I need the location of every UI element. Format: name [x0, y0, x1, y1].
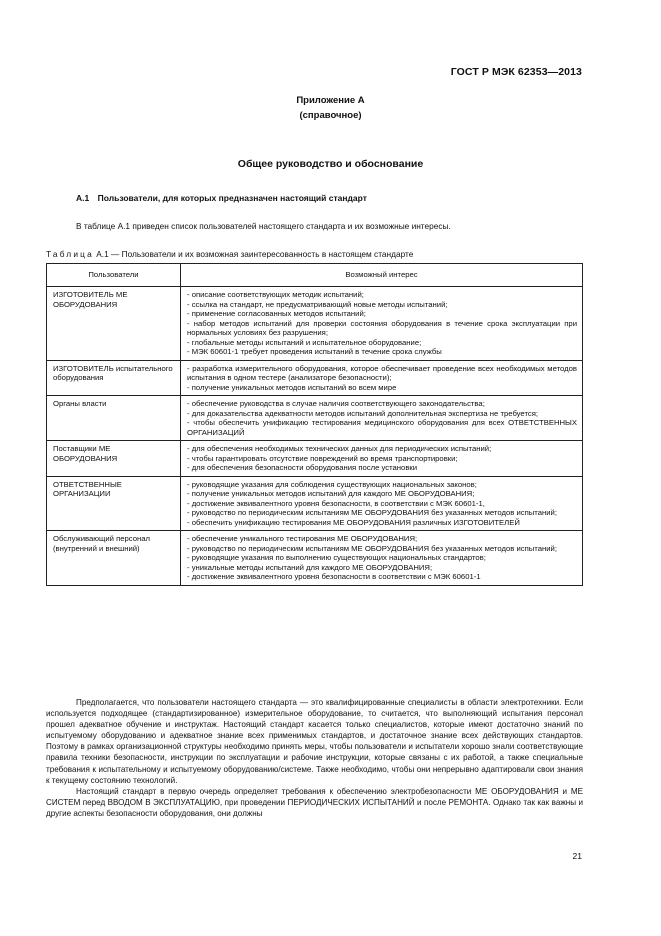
interest-item: - для обеспечения необходимых технических данных для периодических испытаний; — [187, 444, 492, 453]
interest-cell — [181, 441, 583, 477]
user-cell: ИЗГОТОВИТЕЛЬ испытательного оборудования — [47, 360, 181, 396]
interest-item: - чтобы гарантировать отсутствие повреждений во время транспортировки; — [187, 453, 458, 463]
annex-title: Приложение А — [296, 95, 365, 106]
interest-cell — [181, 287, 583, 361]
annex-subtitle: (справочное) — [299, 110, 362, 121]
interest-item: - глобальные методы испытаний и испытательное оборудование; — [187, 337, 422, 347]
interest-item: - применение согласованных методов испытаний; — [187, 309, 366, 318]
interest-cell — [181, 476, 583, 531]
interest-item: - руководящие указания для соблюдения существующих национальных законов; — [187, 479, 477, 489]
interest-item: - обеспечить унификацию тестирования МЕ ОБОРУДОВАНИЯ различных ИЗГОТОВИТЕЛЕЙ — [187, 517, 520, 527]
section-heading — [76, 193, 367, 203]
user-cell: Органы власти — [47, 396, 181, 441]
interest-item: - для обеспечения безопасности оборудования после установки — [187, 463, 418, 472]
interest-item: - достижение эквивалентного уровня безопасности, в соответствии с МЭК 60601-1, — [187, 498, 485, 508]
user-cell: ИЗГОТОВИТЕЛЬ МЕ ОБОРУДОВАНИЯ — [47, 287, 181, 361]
interest-item: - МЭК 60601-1 требует проведения испытаний в течение срока службы — [187, 347, 442, 356]
users-table — [46, 263, 583, 586]
interest-cell — [181, 396, 583, 441]
body-paragraph: Настоящий стандарт в первую очередь определяет требования к обеспечению электробезопасности МЕ ОБОРУДОВАНИЯ и МЕ СИСТЕМ перед ВВОДОМ В ЭКСПЛУАТАЦИЮ, при проведении ПЕРИОДИЧЕСКИХ ИСПЫТАНИЙ и после РЕМОНТА. Однако так как важны и другие аспекты безопасности оборудования, они должны — [46, 786, 583, 818]
interest-item: - обеспечение уникального тестирования МЕ ОБОРУДОВАНИЯ; — [187, 534, 418, 543]
interest-item: - получение уникальных методов испытаний во всем мире — [187, 382, 397, 392]
interest-item: - получение уникальных методов испытаний для каждого МЕ ОБОРУДОВАНИЯ; — [187, 489, 475, 498]
interest-cell — [181, 531, 583, 586]
interest-item: - руководство по периодическим испытаниям МЕ ОБОРУДОВАНИЯ без указанных методов испытаний; — [187, 543, 557, 553]
table-caption — [46, 249, 413, 259]
interest-item: - набор методов испытаний для проверки состояния оборудования в течение срока эксплуатации при нормальных условиях без разрушения; — [187, 318, 577, 337]
body-paragraph: Предполагается, что пользователи настоящего стандарта — это квалифицированные специалисты в области электротехники. Если используется подходящее (стандартизированное) измерительное оборудование, то считается, что выполняющий испытания персонал прошел адекватное обучение и инструктаж. Настоящий стандарт касается только специалистов, которые имеют достаточно знаний по испытуемому оборудованию и адекватное знание всех применимых стандартов, и достаточное знание всех действующих стандартов. Поэтому в рамках организационной структуры необходимо принять меры, чтобы пользователи и испытатели хорошо знали соответствующие правила техники безопасности, инструкции по эксплуатации и рабочие инструкции, которые связаны с их работой, а также специальные требования к испытательному и испытуемому оборудованию/системе. Также необходимо, чтобы они непрерывно адаптировали свои знания к текущему состоянию технологий. — [46, 698, 583, 785]
section-number: А.1 — [76, 193, 90, 203]
interest-item: - достижение эквивалентного уровня безопасности в соответствии с МЭК 60601-1 — [187, 572, 481, 581]
table-caption-label: Таблица — [46, 249, 94, 259]
interest-item: - разработка измерительного оборудования, которое обеспечивает проведение всех необходимых методов испытания в одном тестере (анализаторе безопасности); — [187, 363, 577, 382]
interest-item: - обеспечение руководства в случае наличия соответствующего законодательства; — [187, 399, 485, 408]
user-cell: Поставщики МЕ ОБОРУДОВАНИЯ — [47, 441, 181, 477]
interest-item: - чтобы обеспечить унификацию тестирования медицинского оборудования для всех ОТВЕТСТВЕННЫХ ОРГАНИЗАЦИЙ — [187, 418, 577, 437]
interest-item: - ссылка на стандарт, не предусматривающий новые методы испытаний; — [187, 299, 448, 309]
interest-item: - уникальные методы испытаний для каждого МЕ ОБОРУДОВАНИЯ; — [187, 562, 433, 572]
table-row — [47, 476, 583, 531]
table-caption-text: А.1 — Пользователи и их возможная заинтересованность в настоящем стандарте — [96, 249, 414, 259]
standard-header: ГОСТ Р МЭК 62353—2013 — [450, 66, 582, 78]
header-interest: Возможный интерес — [181, 264, 583, 287]
main-title: Общее руководство и обоснование — [237, 158, 424, 170]
table-row — [47, 531, 583, 586]
page-number: 21 — [572, 851, 582, 861]
user-cell: Обслуживающий персонал (внутренний и внешний) — [47, 531, 181, 586]
intro-paragraph: В таблице А.1 приведен список пользователей настоящего стандарта и их возможные интересы. — [76, 221, 451, 231]
interest-cell — [181, 360, 583, 396]
section-title: Пользователи, для которых предназначен настоящий стандарт — [97, 193, 367, 203]
table-header-row — [47, 264, 583, 287]
table-row — [47, 396, 583, 441]
body-text — [46, 697, 583, 819]
interest-item: - описание соответствующих методик испытаний; — [187, 290, 364, 299]
table-row — [47, 287, 583, 361]
table-row — [47, 441, 583, 477]
interest-item: - руководящие указания по выполнению существующих национальных стандартов; — [187, 553, 486, 562]
interest-item: - для доказательства адекватности методов испытаний дополнительная экспертиза не требуется; — [187, 408, 539, 418]
user-cell: ОТВЕТСТВЕННЫЕ ОРГАНИЗАЦИИ — [47, 476, 181, 531]
header-users: Пользователи — [47, 264, 181, 287]
interest-item: - руководство по периодическим испытаниям МЕ ОБОРУДОВАНИЯ без указанных методов испытаний; — [187, 508, 557, 517]
table-row — [47, 360, 583, 396]
